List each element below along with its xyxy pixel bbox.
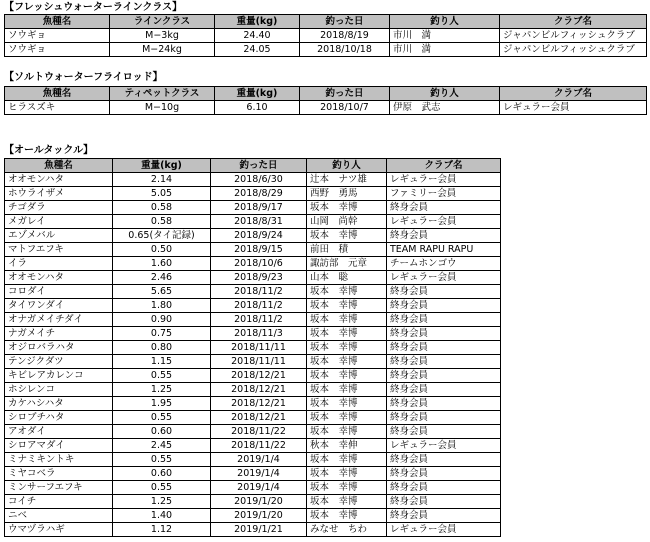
table-cell: 2018/12/21 <box>211 383 307 397</box>
column-header: クラブ名 <box>500 15 647 29</box>
table-cell: ソウギョ <box>5 29 110 43</box>
table-cell: オオモンハタ <box>5 271 113 285</box>
table-row <box>5 299 501 313</box>
table-cell: 終身会員 <box>387 299 501 313</box>
table-cell: 0.58 <box>113 215 211 229</box>
table-cell: 24.05 <box>215 43 300 57</box>
table-cell: 1.95 <box>113 397 211 411</box>
table-cell: ミンサーフエフキ <box>5 481 113 495</box>
table-cell: 山岡 尚幹 <box>307 215 387 229</box>
table-cell: 坂本 幸博 <box>307 355 387 369</box>
table-row <box>5 271 501 285</box>
table-row <box>5 425 501 439</box>
column-header: 釣り人 <box>390 15 500 29</box>
table-cell: 2019/1/4 <box>211 467 307 481</box>
table-header-row <box>5 159 501 173</box>
table-cell: 2018/10/6 <box>211 257 307 271</box>
table-cell: 西野 勇馬 <box>307 187 387 201</box>
table-cell: ジャパンビルフィッシュクラブ <box>500 29 647 43</box>
column-header: ラインクラス <box>110 15 215 29</box>
table-cell: 0.55 <box>113 411 211 425</box>
table-row <box>5 229 501 243</box>
table-cell: 坂本 幸博 <box>307 313 387 327</box>
table-cell: 2018/10/18 <box>300 43 390 57</box>
table-cell: 2018/11/22 <box>211 439 307 453</box>
table-cell: 終身会員 <box>387 453 501 467</box>
table-cell: シロアマダイ <box>5 439 113 453</box>
table-cell: ソウギョ <box>5 43 110 57</box>
table-cell: 坂本 幸博 <box>307 285 387 299</box>
table-cell: マトフエフキ <box>5 243 113 257</box>
freshwater-line-class-table <box>4 14 647 57</box>
table-cell: 坂本 幸博 <box>307 411 387 425</box>
all-tackle-table <box>4 158 501 537</box>
table-cell: タイワンダイ <box>5 299 113 313</box>
table-cell: 0.50 <box>113 243 211 257</box>
column-header: 釣った日 <box>211 159 307 173</box>
table-cell: ナガメイチ <box>5 327 113 341</box>
table-cell: 2019/1/20 <box>211 495 307 509</box>
table-cell: 2018/9/24 <box>211 229 307 243</box>
table-cell: 辻本 ナツ雄 <box>307 173 387 187</box>
table-cell: 終身会員 <box>387 341 501 355</box>
table-cell: 坂本 幸博 <box>307 369 387 383</box>
table-cell: 伊原 武志 <box>390 101 500 115</box>
table-cell: ミヤコベラ <box>5 467 113 481</box>
table-cell: 2018/12/21 <box>211 397 307 411</box>
table-cell: 1.15 <box>113 355 211 369</box>
table-cell: 坂本 幸博 <box>307 425 387 439</box>
table-cell: 坂本 幸博 <box>307 495 387 509</box>
table-cell: 2018/9/17 <box>211 201 307 215</box>
table-cell: 市川 満 <box>390 43 500 57</box>
table-cell: 坂本 幸博 <box>307 481 387 495</box>
table-cell: 坂本 幸博 <box>307 467 387 481</box>
table-cell: ヒラスズキ <box>5 101 110 115</box>
table-cell: チゴダラ <box>5 201 113 215</box>
table-cell: コロダイ <box>5 285 113 299</box>
table-cell: 2018/11/2 <box>211 285 307 299</box>
table-row <box>5 215 501 229</box>
table-cell: 2018/11/3 <box>211 327 307 341</box>
table-cell: ミナミキントキ <box>5 453 113 467</box>
table-cell: シロブチハタ <box>5 411 113 425</box>
table-row <box>5 243 501 257</box>
table-cell: 0.55 <box>113 453 211 467</box>
table-cell: テンジクダツ <box>5 355 113 369</box>
column-header: 重量(kg) <box>215 87 300 101</box>
table-cell: オジロバラハタ <box>5 341 113 355</box>
table-cell: 2.45 <box>113 439 211 453</box>
table-cell: ニベ <box>5 509 113 523</box>
table-cell: 1.40 <box>113 509 211 523</box>
table-cell: 終身会員 <box>387 495 501 509</box>
table-cell: レギュラー会員 <box>387 215 501 229</box>
table-row <box>5 355 501 369</box>
table-row <box>5 397 501 411</box>
table-cell: 坂本 幸博 <box>307 299 387 313</box>
table-row <box>5 341 501 355</box>
table-row <box>5 43 647 57</box>
table-cell: イラ <box>5 257 113 271</box>
table-cell: 2018/10/7 <box>300 101 390 115</box>
table-cell: 坂本 幸博 <box>307 201 387 215</box>
table-cell: 2018/8/29 <box>211 187 307 201</box>
table-row <box>5 201 501 215</box>
table-cell: 坂本 幸博 <box>307 453 387 467</box>
table-cell: 坂本 幸博 <box>307 383 387 397</box>
table-row <box>5 101 647 115</box>
table-cell: 終身会員 <box>387 285 501 299</box>
table-cell: 終身会員 <box>387 425 501 439</box>
column-header: 釣り人 <box>307 159 387 173</box>
column-header: 重量(kg) <box>113 159 211 173</box>
table-cell: 0.60 <box>113 467 211 481</box>
table-cell: 5.05 <box>113 187 211 201</box>
table-row <box>5 509 501 523</box>
table-row <box>5 173 501 187</box>
table-header-row <box>5 15 647 29</box>
table-row <box>5 187 501 201</box>
table-cell: 2.14 <box>113 173 211 187</box>
table-cell: 終身会員 <box>387 313 501 327</box>
table-row <box>5 383 501 397</box>
table-cell: 1.60 <box>113 257 211 271</box>
table-cell: カケハシハタ <box>5 397 113 411</box>
table-header-row <box>5 87 647 101</box>
table-cell: 2018/11/2 <box>211 299 307 313</box>
table-cell: 2018/11/11 <box>211 355 307 369</box>
table-cell: 2018/12/21 <box>211 369 307 383</box>
table-cell: 2.46 <box>113 271 211 285</box>
table-cell: 0.55 <box>113 369 211 383</box>
table-row <box>5 29 647 43</box>
table-cell: 終身会員 <box>387 355 501 369</box>
table-cell: コイチ <box>5 495 113 509</box>
table-row <box>5 439 501 453</box>
table-cell: キビレアカレンコ <box>5 369 113 383</box>
table-cell: ホシレンコ <box>5 383 113 397</box>
table-cell: 2018/11/22 <box>211 425 307 439</box>
table-cell: レギュラー会員 <box>387 173 501 187</box>
table-cell: レギュラー会員 <box>387 439 501 453</box>
section-title-freshwater: 【フレッシュウォーターラインクラス】 <box>4 2 183 13</box>
table-cell: 終身会員 <box>387 509 501 523</box>
table-cell: 1.25 <box>113 383 211 397</box>
table-cell: 終身会員 <box>387 229 501 243</box>
table-row <box>5 467 501 481</box>
table-cell: 1.25 <box>113 495 211 509</box>
column-header: 重量(kg) <box>215 15 300 29</box>
column-header: 釣り人 <box>390 87 500 101</box>
table-cell: 0.80 <box>113 341 211 355</box>
table-cell: 終身会員 <box>387 411 501 425</box>
column-header: 魚種名 <box>5 159 113 173</box>
table-cell: M−10g <box>110 101 215 115</box>
table-cell: 2018/9/15 <box>211 243 307 257</box>
table-cell: 坂本 幸博 <box>307 229 387 243</box>
table-cell: ファミリー会員 <box>387 187 501 201</box>
table-cell: 前田 積 <box>307 243 387 257</box>
table-cell: 0.60 <box>113 425 211 439</box>
table-row <box>5 313 501 327</box>
table-cell: オナガメイチダイ <box>5 313 113 327</box>
table-cell: 0.75 <box>113 327 211 341</box>
table-row <box>5 495 501 509</box>
table-cell: 終身会員 <box>387 481 501 495</box>
table-cell: 坂本 幸博 <box>307 509 387 523</box>
table-cell: 24.40 <box>215 29 300 43</box>
table-cell: TEAM RAPU RAPU <box>387 243 501 257</box>
table-cell: ホウライザメ <box>5 187 113 201</box>
table-cell: 終身会員 <box>387 327 501 341</box>
table-row <box>5 285 501 299</box>
table-cell: 2018/9/23 <box>211 271 307 285</box>
table-row <box>5 369 501 383</box>
table-cell: みなせ ちわ <box>307 523 387 537</box>
table-cell: 坂本 幸博 <box>307 327 387 341</box>
table-cell: 2018/8/31 <box>211 215 307 229</box>
table-cell: ウマヅラハギ <box>5 523 113 537</box>
table-cell: 2019/1/4 <box>211 453 307 467</box>
table-row <box>5 411 501 425</box>
table-cell: アオダイ <box>5 425 113 439</box>
table-cell: 0.90 <box>113 313 211 327</box>
table-cell: 1.80 <box>113 299 211 313</box>
table-cell: M−24kg <box>110 43 215 57</box>
table-cell: M−3kg <box>110 29 215 43</box>
table-cell: オオモンハタ <box>5 173 113 187</box>
table-cell: エゾメバル <box>5 229 113 243</box>
table-cell: レギュラー会員 <box>500 101 647 115</box>
table-cell: 終身会員 <box>387 201 501 215</box>
section-title-all-tackle: 【オールタックル】 <box>4 145 94 156</box>
table-cell: 坂本 幸博 <box>307 397 387 411</box>
column-header: 釣った日 <box>300 15 390 29</box>
column-header: ティペットクラス <box>110 87 215 101</box>
table-cell: 6.10 <box>215 101 300 115</box>
table-cell: 1.12 <box>113 523 211 537</box>
table-cell: 終身会員 <box>387 383 501 397</box>
table-cell: レギュラー会員 <box>387 271 501 285</box>
table-cell: 坂本 幸博 <box>307 341 387 355</box>
table-row <box>5 257 501 271</box>
table-cell: 終身会員 <box>387 397 501 411</box>
table-cell: 終身会員 <box>387 369 501 383</box>
column-header: クラブ名 <box>500 87 647 101</box>
table-cell: ジャパンビルフィッシュクラブ <box>500 43 647 57</box>
column-header: 魚種名 <box>5 15 110 29</box>
table-cell: 終身会員 <box>387 467 501 481</box>
table-cell: 2019/1/20 <box>211 509 307 523</box>
table-cell: 2018/11/11 <box>211 341 307 355</box>
table-cell: 秋本 幸伸 <box>307 439 387 453</box>
table-cell: 2018/6/30 <box>211 173 307 187</box>
table-cell: 2018/8/19 <box>300 29 390 43</box>
column-header: クラブ名 <box>387 159 501 173</box>
section-title-saltwater-fly: 【ソルトウォーターフライロッド】 <box>4 72 163 83</box>
table-cell: 5.65 <box>113 285 211 299</box>
table-row <box>5 481 501 495</box>
table-cell: メガレイ <box>5 215 113 229</box>
table-cell: 山本 聡 <box>307 271 387 285</box>
table-cell: 諏訪部 元章 <box>307 257 387 271</box>
saltwater-fly-rod-table <box>4 86 647 115</box>
table-cell: 0.55 <box>113 481 211 495</box>
table-cell: レギュラー会員 <box>387 523 501 537</box>
column-header: 魚種名 <box>5 87 110 101</box>
table-cell: 2019/1/4 <box>211 481 307 495</box>
table-row <box>5 523 501 537</box>
table-cell: 0.65(タイ記録) <box>113 229 211 243</box>
table-cell: チームホンゴウ <box>387 257 501 271</box>
table-cell: 0.58 <box>113 201 211 215</box>
table-row <box>5 327 501 341</box>
table-cell: 2018/11/2 <box>211 313 307 327</box>
table-row <box>5 453 501 467</box>
table-cell: 2018/12/21 <box>211 411 307 425</box>
column-header: 釣った日 <box>300 87 390 101</box>
table-cell: 2019/1/21 <box>211 523 307 537</box>
table-cell: 市川 満 <box>390 29 500 43</box>
